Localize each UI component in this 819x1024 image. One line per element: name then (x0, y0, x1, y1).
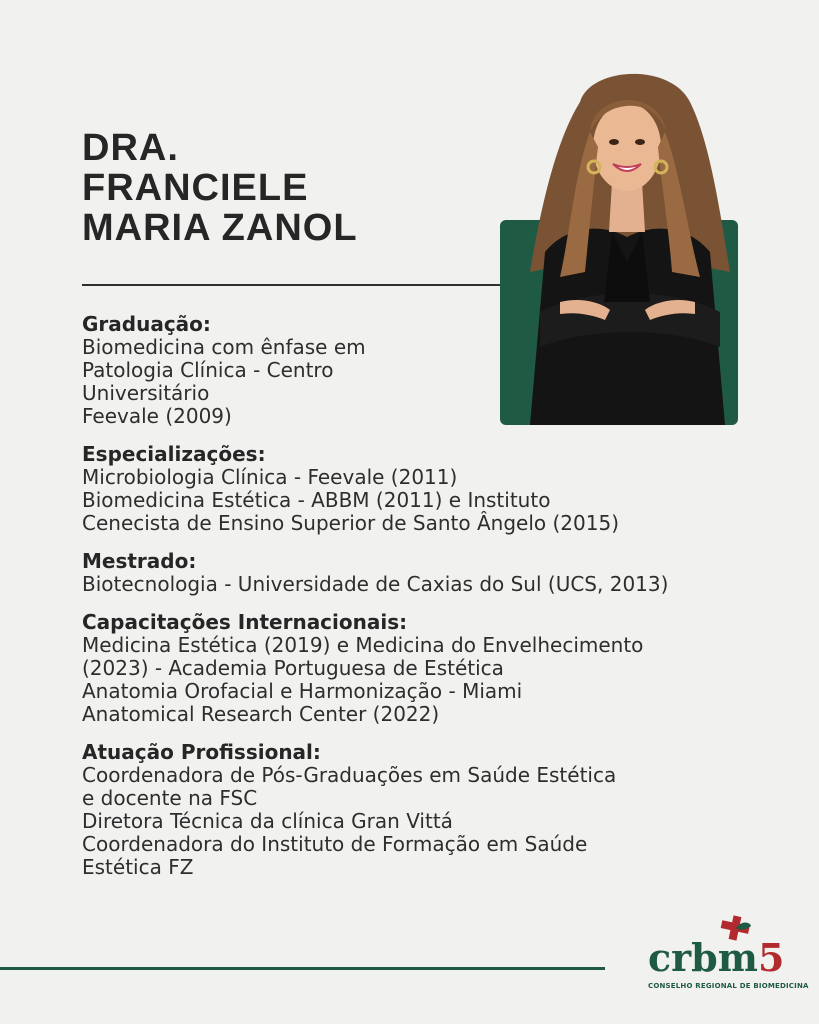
section-heading: Atuação Profissional: (82, 740, 321, 764)
credentials-content (82, 312, 762, 893)
logo-wordmark (648, 935, 785, 980)
crbm5-logo (640, 910, 809, 995)
title-line-1: DRA. (82, 127, 179, 169)
title-divider (82, 284, 502, 286)
section-line: Biomedicina com ênfase em (82, 335, 366, 359)
section-line: Universitário (82, 381, 210, 405)
section-line: Anatomia Orofacial e Harmonização - Miami (82, 679, 523, 703)
title-line-3: MARIA ZANOL (82, 207, 358, 249)
section-heading: Capacitações Internacionais: (82, 610, 408, 634)
section-heading: Graduação: (82, 312, 211, 336)
section-line: Biomedicina Estética - ABBM (2011) e Instituto (82, 488, 551, 512)
page-title (82, 128, 358, 248)
section-line: (2023) - Academia Portuguesa de Estética (82, 656, 504, 680)
section-line: Feevale (2009) (82, 404, 232, 428)
section-capacitacoes (82, 610, 762, 726)
section-line: Diretora Técnica da clínica Gran Vittá (82, 809, 453, 833)
section-mestrado (82, 549, 762, 596)
section-graduacao (82, 312, 762, 428)
section-line: Patologia Clínica - Centro (82, 358, 334, 382)
section-line: Coordenadora de Pós-Graduações em Saúde Estética (82, 763, 617, 787)
logo-word-green: crbm (648, 935, 758, 980)
section-line: Biotecnologia - Universidade de Caxias do Sul (UCS, 2013) (82, 572, 669, 596)
title-line-2: FRANCIELE (82, 167, 309, 209)
section-line: Coordenadora do Instituto de Formação em Saúde (82, 832, 588, 856)
logo-word-red: 5 (757, 935, 785, 980)
section-line: Estética FZ (82, 855, 194, 879)
section-line: e docente na FSC (82, 786, 258, 810)
logo-subtitle: CONSELHO REGIONAL DE BIOMEDICINA (648, 982, 809, 990)
section-atuacao (82, 740, 762, 879)
footer-divider (0, 967, 605, 970)
section-heading: Especializações: (82, 442, 266, 466)
section-line: Medicina Estética (2019) e Medicina do Envelhecimento (82, 633, 644, 657)
section-especializacoes (82, 442, 762, 535)
section-line: Anatomical Research Center (2022) (82, 702, 440, 726)
section-heading: Mestrado: (82, 549, 197, 573)
section-line: Microbiologia Clínica - Feevale (2011) (82, 465, 458, 489)
section-line: Cenecista de Ensino Superior de Santo Ângelo (2015) (82, 511, 619, 535)
